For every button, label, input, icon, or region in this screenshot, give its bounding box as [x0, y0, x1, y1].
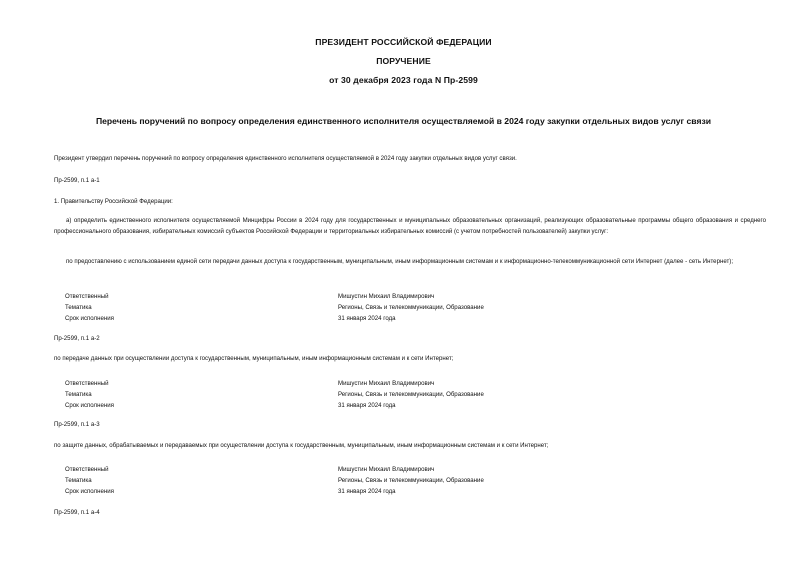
topics-label: Тематика	[65, 391, 92, 398]
responsible-value: Мишустин Михаил Владимирович	[338, 293, 435, 300]
topics-label: Тематика	[65, 304, 92, 311]
deadline-label: Срок исполнения	[65, 488, 114, 495]
item-code: Пр-2599, п.1 а-2	[54, 335, 100, 342]
deadline-value: 31 января 2024 года	[338, 402, 396, 409]
item-paragraph: по передаче данных при осуществлении доступа к государственным, муниципальным, иным информационным системам и к сети Интернет;	[54, 355, 454, 362]
responsible-value: Мишустин Михаил Владимирович	[338, 380, 435, 387]
item-paragraph: по защите данных, обрабатываемых и передаваемых при осуществлении доступа к государственным, муниципальным, иным информационным системам и к сети Интернет;	[54, 442, 549, 449]
topics-value: Регионы, Связь и телекоммуникации, Образование	[338, 477, 484, 484]
deadline-label: Срок исполнения	[65, 402, 114, 409]
topics-label: Тематика	[65, 477, 92, 484]
deadline-value: 31 января 2024 года	[338, 488, 396, 495]
item-code: Пр-2599, п.1 а-3	[54, 421, 100, 428]
responsible-label: Ответственный	[65, 380, 109, 387]
issuer-heading: ПРЕЗИДЕНТ РОССИЙСКОЙ ФЕДЕРАЦИИ	[315, 37, 492, 47]
item-code: Пр-2599, п.1 а-4	[54, 509, 100, 516]
responsible-value: Мишустин Михаил Владимирович	[338, 466, 435, 473]
document-title: Перечень поручений по вопросу определения единственного исполнителя осуществляемой в 2024 году закупки отдельных видов услуг связи	[95, 116, 712, 126]
topics-value: Регионы, Связь и телекоммуникации, Образование	[338, 391, 484, 398]
deadline-value: 31 января 2024 года	[338, 315, 396, 322]
document-type: ПОРУЧЕНИЕ	[376, 56, 431, 66]
item-paragraph: по предоставлению с использованием единой сети передачи данных доступа к государственным, муниципальным, иным информационным системам и к информационно-телекоммуникационной сети Интернет (далее - сеть Интернет);	[66, 258, 734, 265]
document-date-number: от 30 декабря 2023 года N Пр-2599	[329, 75, 478, 85]
responsible-label: Ответственный	[65, 293, 109, 300]
responsible-label: Ответственный	[65, 466, 109, 473]
deadline-label: Срок исполнения	[65, 315, 114, 322]
intro-paragraph: Президент утвердил перечень поручений по вопросу определения единственного исполнителя осуществляемой в 2024 году закупки отдельных видов услуг связи.	[54, 155, 517, 162]
item-paragraph: 1. Правительству Российской Федерации:	[54, 198, 173, 205]
item-paragraph: а) определить единственного исполнителя осуществляемой Минцифры России в 2024 году для государственных и муниципальных образовательных организаций, реализующих образовательные программы общего образования и среднего профессионального образования, избирательных комиссий субъектов Российской Федерации и территориальных избирательных комиссий (с учетом потребностей пользователей) закупки услуг:	[54, 217, 766, 235]
topics-value: Регионы, Связь и телекоммуникации, Образование	[338, 304, 484, 311]
item-code: Пр-2599, п.1 а-1	[54, 177, 100, 184]
